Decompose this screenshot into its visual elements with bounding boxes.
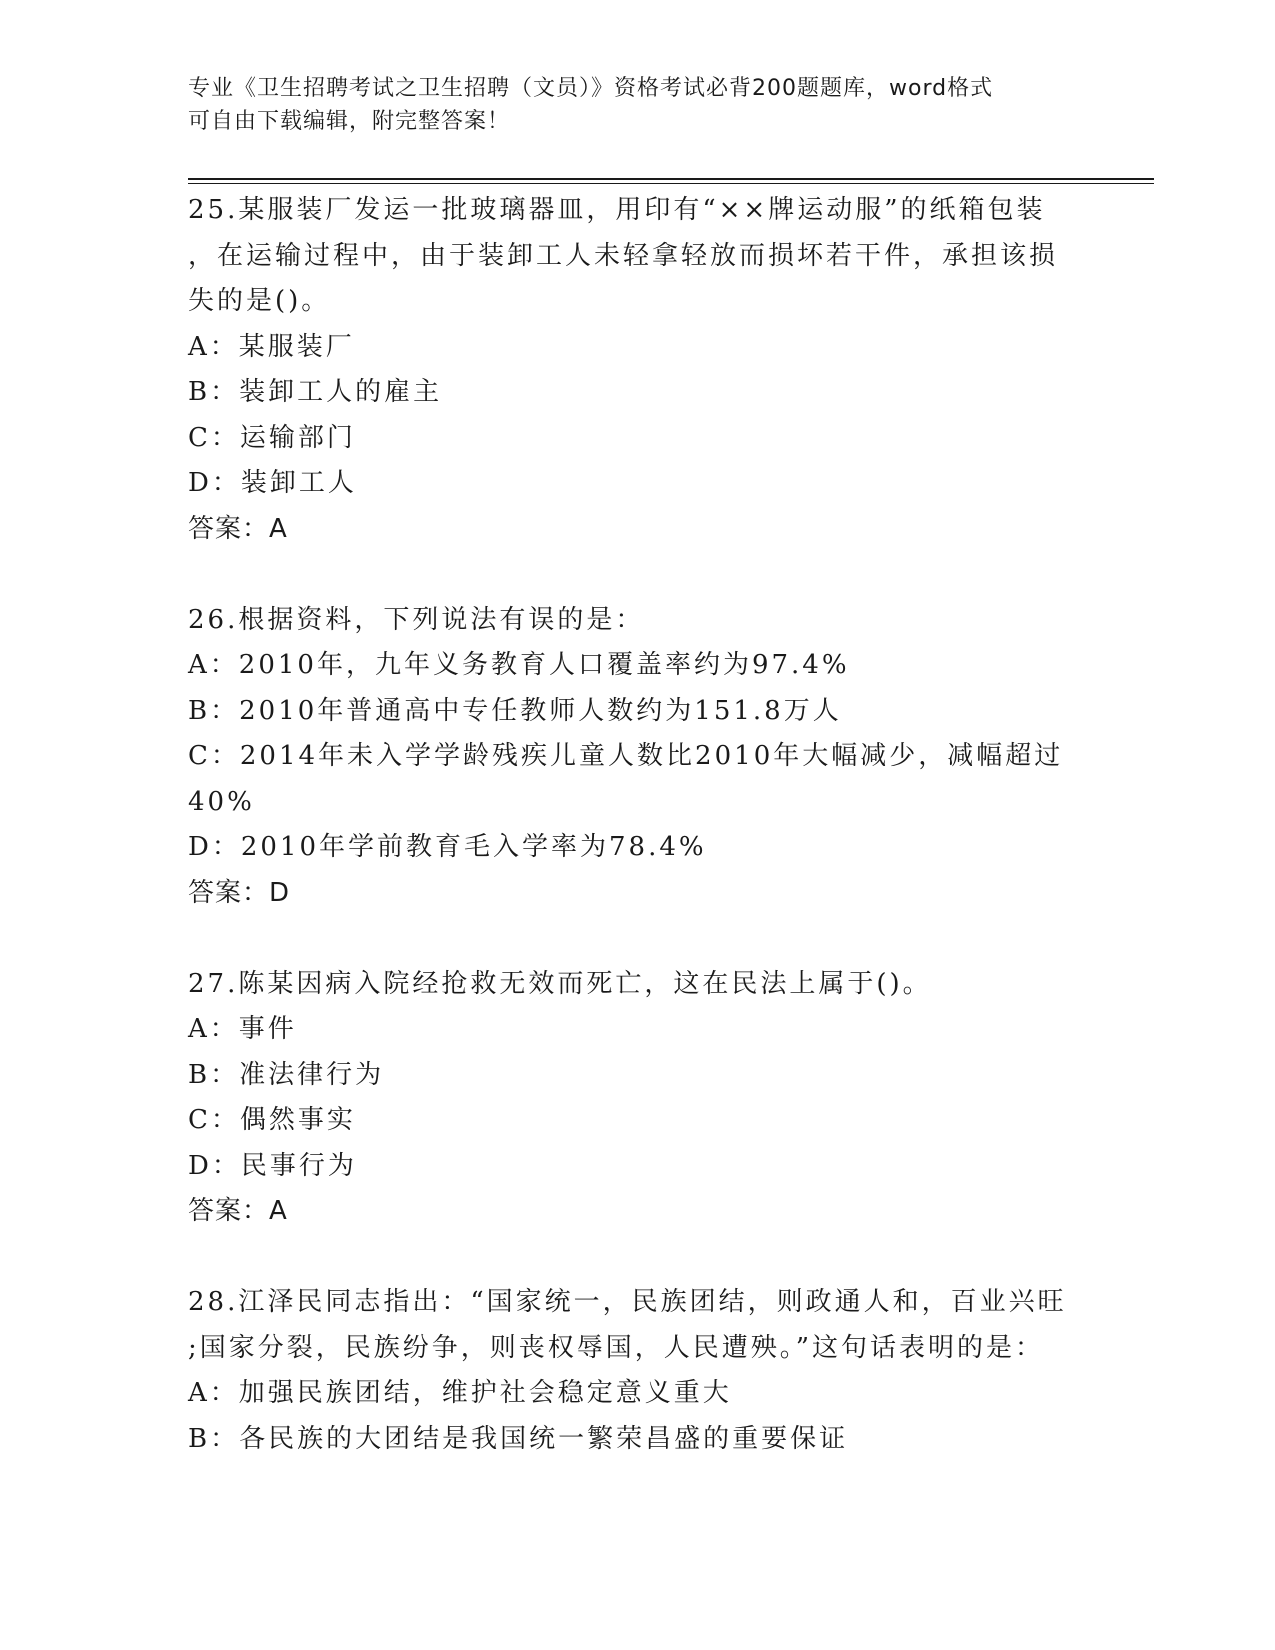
option-a: A：2010年，九年义务教育人口覆盖率约为97.4% [188,650,850,680]
option-d: D：民事行为 [188,1150,357,1181]
question-stem-line: 27.陈某因病入院经抢救无效而死亡，这在民法上属于()。 [188,968,932,999]
document-header [188,72,1088,138]
option-b: B：准法律行为 [188,1059,385,1090]
option-c: C：偶然事实 [188,1105,356,1135]
answer-line: 答案：D [188,877,291,908]
option-d: D：装卸工人 [188,468,357,498]
question-stem-line: 28.江泽民同志指出：“国家统一，民族团结，则政通人和，百业兴旺 [188,1287,1067,1317]
option-d: D：2010年学前教育毛入学率为78.4% [188,832,707,862]
option-b: B：各民族的大团结是我国统一繁荣昌盛的重要保证 [188,1423,849,1454]
option-b: B：2010年普通高中专任教师人数约为151.8万人 [188,695,842,726]
question-spacer [188,1235,1088,1281]
header-line-2: 可自由下载编辑，附完整答案！ [188,109,511,134]
option-a: A：事件 [188,1014,297,1044]
option-c: C：运输部门 [188,422,356,453]
option-b: B：装卸工人的雇主 [188,377,443,407]
question-stem-line: 25.某服装厂发运一批玻璃器皿，用印有“××牌运动服”的纸箱包装 [188,195,1046,225]
question-stem-line: 26.根据资料，下列说法有误的是： [188,604,645,635]
answer-line: 答案：A [188,1196,288,1226]
question-stem-line: ，在运输过程中，由于装卸工人未轻拿轻放而损坏若干件，承担该损 [188,240,1059,271]
question-28 [188,1280,1088,1462]
question-26 [188,598,1088,917]
question-spacer [188,552,1088,598]
option-c: C：2014年未入学学龄残疾儿童人数比2010年大幅减少，减幅超过 [188,741,1064,771]
option-a: A：加强民族团结，维护社会稳定意义重大 [188,1378,732,1408]
answer-line: 答案：A [188,513,288,544]
question-27 [188,962,1088,1235]
header-rule-thick [188,178,1154,180]
question-list [188,188,1088,1462]
question-spacer [188,916,1088,962]
option-a: A：某服装厂 [188,331,355,362]
question-stem-line: ;国家分裂，民族纷争，则丧权辱国，人民遭殃。”这句话表明的是： [188,1332,1045,1363]
header-rule-thin [188,183,1154,184]
option-c-continued: 40% [188,786,255,817]
question-stem-line: 失的是()。 [188,286,331,316]
header-line-1: 专业《卫生招聘考试之卫生招聘（文员）》资格考试必背200题题库，word格式 [188,76,994,101]
question-25 [188,188,1088,552]
